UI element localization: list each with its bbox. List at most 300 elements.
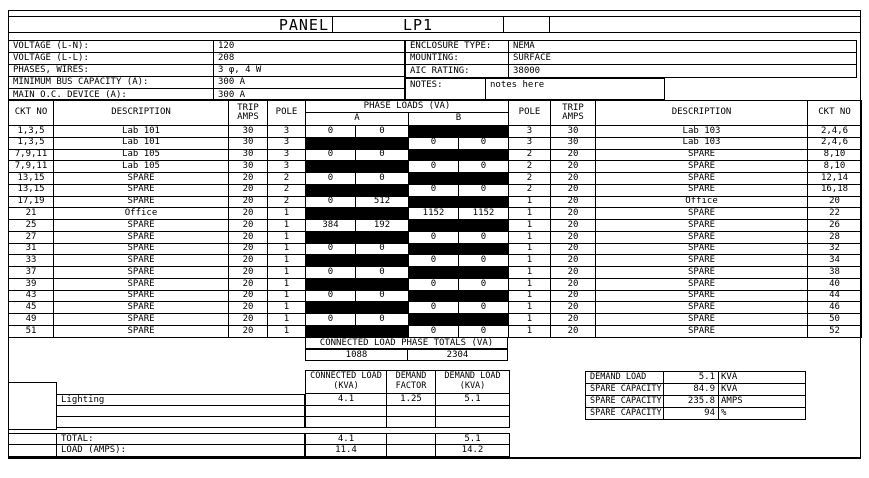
- pole-left-cell: 1: [268, 231, 306, 243]
- trip-amps-right-cell: 20: [551, 161, 596, 173]
- phase-a1-cell: [306, 231, 356, 243]
- phase-a2-cell: 0: [356, 173, 409, 185]
- trip-amps-left-cell: 30: [229, 161, 268, 173]
- phase-b2-cell: 0: [459, 184, 509, 196]
- phase-a1-cell: [306, 137, 356, 149]
- pole-left-cell: 3: [268, 137, 306, 149]
- demand-stub-cell: [8, 382, 57, 430]
- ckt-no-left-cell: 1,3,5: [9, 137, 54, 149]
- pole-right-cell: 1: [509, 196, 551, 208]
- ckt-no-right-cell: 8,10: [808, 161, 862, 173]
- trip-amps-right-cell: 20: [551, 290, 596, 302]
- category-name-cell: Lighting: [56, 394, 305, 406]
- info-label: ENCLOSURE TYPE:: [406, 41, 508, 53]
- ckt-no-left-cell: 13,15: [9, 184, 54, 196]
- phase-b1-cell: 0: [409, 302, 459, 314]
- phase-b1-cell: 0: [409, 161, 459, 173]
- ckt-no-right-cell: 52: [808, 326, 862, 338]
- breaker-row: [9, 290, 862, 302]
- breaker-row: [9, 326, 862, 338]
- notes-value: notes here: [485, 79, 665, 91]
- info-value: 38000: [508, 65, 856, 77]
- description-right-cell: SPARE: [596, 267, 808, 279]
- header-description-left: DESCRIPTION: [54, 101, 229, 126]
- phase-a1-cell: 0: [306, 149, 356, 161]
- panel-name: LP1: [332, 17, 504, 33]
- description-right-cell: SPARE: [596, 161, 808, 173]
- pole-left-cell: 3: [268, 126, 306, 138]
- phase-b2-cell: [459, 149, 509, 161]
- ckt-no-right-cell: 26: [808, 220, 862, 232]
- pole-right-cell: 2: [509, 149, 551, 161]
- trip-amps-right-cell: 20: [551, 220, 596, 232]
- phase-b2-cell: [459, 267, 509, 279]
- pole-left-cell: 2: [268, 173, 306, 185]
- info-value: 208: [213, 53, 404, 65]
- breaker-row: [9, 278, 862, 290]
- description-right-cell: SPARE: [596, 184, 808, 196]
- description-left-cell: SPARE: [54, 267, 229, 279]
- phase-b2-cell: 0: [459, 137, 509, 149]
- trip-amps-left-cell: 20: [229, 290, 268, 302]
- trip-amps-left-cell: 20: [229, 208, 268, 220]
- pole-left-cell: 1: [268, 243, 306, 255]
- ckt-no-right-cell: 12,14: [808, 173, 862, 185]
- pole-right-cell: 1: [509, 267, 551, 279]
- phase-a2-cell: 0: [356, 314, 409, 326]
- breaker-table-wrap: [8, 100, 861, 338]
- summary-unit: AMPS: [718, 395, 806, 408]
- trip-amps-right-cell: 30: [551, 126, 596, 138]
- description-left-cell: SPARE: [54, 314, 229, 326]
- info-label: MAIN O.C. DEVICE (A):: [13, 89, 127, 100]
- breaker-row: [9, 255, 862, 267]
- summary-value: 84.9: [663, 383, 719, 396]
- breaker-row: [9, 196, 862, 208]
- description-left-cell: Lab 101: [54, 137, 229, 149]
- phase-a1-cell: 384: [306, 220, 356, 232]
- header-connected-load-kva: CONNECTED LOAD (KVA): [305, 370, 387, 394]
- phase-a1-cell: 0: [306, 267, 356, 279]
- breaker-row: [9, 184, 862, 196]
- phase-a1-cell: 0: [306, 243, 356, 255]
- phase-b1-cell: [409, 149, 459, 161]
- phase-b2-cell: [459, 220, 509, 232]
- pole-left-cell: 1: [268, 302, 306, 314]
- empty-value-cell: [305, 416, 387, 428]
- phase-a2-cell: [356, 184, 409, 196]
- trip-amps-right-cell: 20: [551, 231, 596, 243]
- phase-a1-cell: [306, 208, 356, 220]
- trip-amps-right-cell: 20: [551, 196, 596, 208]
- description-right-cell: SPARE: [596, 314, 808, 326]
- header-trip-amps-text: TRIP AMPS: [237, 102, 259, 122]
- summary-value: 5.1: [663, 371, 719, 384]
- phase-a2-cell: 0: [356, 290, 409, 302]
- description-left-cell: SPARE: [54, 326, 229, 338]
- notes-divider: [485, 91, 486, 100]
- phase-b2-cell: 0: [459, 161, 509, 173]
- total-connected-cell: 4.1: [305, 433, 387, 445]
- amps-demand-cell: 14.2: [435, 444, 510, 457]
- trip-amps-left-cell: 20: [229, 220, 268, 232]
- pole-left-cell: 1: [268, 278, 306, 290]
- phase-b1-cell: [409, 290, 459, 302]
- phase-a-total: 1088: [305, 349, 408, 361]
- description-right-cell: Lab 103: [596, 126, 808, 138]
- phase-a1-cell: [306, 278, 356, 290]
- summary-value: 235.8: [663, 395, 719, 408]
- phase-b1-cell: 0: [409, 137, 459, 149]
- breaker-row: [9, 137, 862, 149]
- ckt-no-right-cell: 44: [808, 290, 862, 302]
- phase-b2-cell: 0: [459, 255, 509, 267]
- breaker-row: [9, 149, 862, 161]
- phase-b1-cell: [409, 243, 459, 255]
- ckt-no-right-cell: 2,4,6: [808, 137, 862, 149]
- trip-amps-right-cell: 20: [551, 184, 596, 196]
- empty-value-cell: [386, 416, 436, 428]
- phase-b2-cell: [459, 290, 509, 302]
- empty-category-cell: [56, 416, 305, 428]
- info-label: AIC RATING:: [410, 65, 470, 76]
- phase-a2-cell: [356, 161, 409, 173]
- trip-amps-left-cell: 30: [229, 149, 268, 161]
- ckt-no-right-cell: 50: [808, 314, 862, 326]
- trip-amps-left-cell: 30: [229, 126, 268, 138]
- description-left-cell: Lab 105: [54, 161, 229, 173]
- header-trip-amps-left: [229, 101, 268, 126]
- info-right-block: [405, 40, 857, 78]
- amps-factor-cell: [386, 444, 436, 457]
- phase-a1-cell: 0: [306, 314, 356, 326]
- phase-a2-cell: [356, 302, 409, 314]
- header-pole-right: POLE: [509, 101, 551, 126]
- amps-connected-cell: 11.4: [305, 444, 387, 457]
- amps-label-cell: LOAD (AMPS):: [56, 444, 305, 457]
- summary-label: SPARE CAPACITY: [585, 383, 664, 396]
- phase-a2-cell: 0: [356, 126, 409, 138]
- description-left-cell: SPARE: [54, 243, 229, 255]
- phase-b-total: 2304: [407, 349, 508, 361]
- breaker-row: [9, 161, 862, 173]
- ckt-no-right-cell: 46: [808, 302, 862, 314]
- phase-a1-cell: 0: [306, 196, 356, 208]
- trip-amps-right-cell: 20: [551, 278, 596, 290]
- summary-value: 94: [663, 407, 719, 420]
- header-ckt-no-left: CKT NO: [9, 101, 54, 126]
- pole-right-cell: 1: [509, 243, 551, 255]
- summary-unit: %: [718, 407, 806, 420]
- pole-right-cell: 1: [509, 290, 551, 302]
- ckt-no-right-cell: 2,4,6: [808, 126, 862, 138]
- description-right-cell: SPARE: [596, 255, 808, 267]
- pole-right-cell: 2: [509, 184, 551, 196]
- trip-amps-right-cell: 20: [551, 243, 596, 255]
- info-value: 3 φ, 4 W: [213, 65, 404, 77]
- pole-right-cell: 2: [509, 161, 551, 173]
- description-left-cell: SPARE: [54, 220, 229, 232]
- pole-right-cell: 3: [509, 137, 551, 149]
- description-left-cell: SPARE: [54, 255, 229, 267]
- info-label: VOLTAGE (L-N):: [9, 41, 213, 53]
- description-left-cell: SPARE: [54, 231, 229, 243]
- trip-amps-left-cell: 30: [229, 137, 268, 149]
- ckt-no-left-cell: 1,3,5: [9, 126, 54, 138]
- phase-a2-cell: 0: [356, 267, 409, 279]
- description-right-cell: SPARE: [596, 173, 808, 185]
- ckt-no-left-cell: 43: [9, 290, 54, 302]
- trip-amps-left-cell: 20: [229, 243, 268, 255]
- description-right-cell: SPARE: [596, 243, 808, 255]
- description-left-cell: SPARE: [54, 278, 229, 290]
- ckt-no-left-cell: 25: [9, 220, 54, 232]
- phase-a2-cell: [356, 208, 409, 220]
- amps-stub-cell: [8, 444, 57, 457]
- description-left-cell: SPARE: [54, 173, 229, 185]
- header-phase-a: A: [306, 113, 409, 126]
- summary-box: [585, 371, 806, 422]
- trip-amps-left-cell: 20: [229, 326, 268, 338]
- ckt-no-left-cell: 27: [9, 231, 54, 243]
- description-left-cell: Office: [54, 208, 229, 220]
- header-pole-left: POLE: [268, 101, 306, 126]
- description-right-cell: SPARE: [596, 208, 808, 220]
- pole-left-cell: 1: [268, 255, 306, 267]
- total-label-cell: TOTAL:: [56, 433, 305, 445]
- breaker-row: [9, 243, 862, 255]
- trip-amps-right-cell: 20: [551, 255, 596, 267]
- phase-b2-cell: [459, 314, 509, 326]
- phase-b1-cell: [409, 126, 459, 138]
- title-row: [8, 17, 861, 33]
- trip-amps-left-cell: 20: [229, 267, 268, 279]
- info-value: SURFACE: [508, 53, 856, 65]
- trip-amps-left-cell: 20: [229, 278, 268, 290]
- ckt-no-left-cell: 21: [9, 208, 54, 220]
- category-connected-cell: 4.1: [305, 393, 387, 406]
- ckt-no-right-cell: 28: [808, 231, 862, 243]
- trip-amps-right-cell: 20: [551, 149, 596, 161]
- top-strip: [8, 10, 861, 17]
- ckt-no-left-cell: 51: [9, 326, 54, 338]
- title-divider: [549, 17, 550, 33]
- description-left-cell: Lab 105: [54, 149, 229, 161]
- pole-left-cell: 2: [268, 196, 306, 208]
- phase-a1-cell: [306, 302, 356, 314]
- notes-label: NOTES:: [410, 79, 443, 90]
- empty-value-cell: [435, 416, 510, 428]
- trip-amps-left-cell: 20: [229, 173, 268, 185]
- ckt-no-right-cell: 32: [808, 243, 862, 255]
- pole-right-cell: 1: [509, 231, 551, 243]
- description-left-cell: SPARE: [54, 290, 229, 302]
- ckt-no-right-cell: 34: [808, 255, 862, 267]
- pole-right-cell: 1: [509, 208, 551, 220]
- summary-unit: KVA: [718, 371, 806, 384]
- phase-b2-cell: 0: [459, 302, 509, 314]
- panel-title-label: PANEL: [278, 17, 329, 33]
- pole-right-cell: 1: [509, 302, 551, 314]
- ckt-no-left-cell: 31: [9, 243, 54, 255]
- phase-b2-cell: 0: [459, 278, 509, 290]
- header-demand-load-kva: DEMAND LOAD (KVA): [435, 370, 510, 394]
- description-right-cell: SPARE: [596, 220, 808, 232]
- info-value: 300 A: [213, 89, 404, 101]
- phase-b1-cell: [409, 267, 459, 279]
- phase-a1-cell: [306, 184, 356, 196]
- breaker-row: [9, 314, 862, 326]
- info-value: 300 A: [213, 77, 404, 89]
- phase-a2-cell: [356, 137, 409, 149]
- ckt-no-right-cell: 40: [808, 278, 862, 290]
- phase-a1-cell: [306, 326, 356, 338]
- ckt-no-left-cell: 37: [9, 267, 54, 279]
- description-right-cell: SPARE: [596, 326, 808, 338]
- pole-right-cell: 1: [509, 278, 551, 290]
- header-ckt-no-right: CKT NO: [808, 101, 862, 126]
- phase-a2-cell: [356, 326, 409, 338]
- phase-a2-cell: 0: [356, 149, 409, 161]
- description-right-cell: Lab 103: [596, 137, 808, 149]
- phase-b1-cell: [409, 314, 459, 326]
- ckt-no-left-cell: 13,15: [9, 173, 54, 185]
- phase-a2-cell: [356, 255, 409, 267]
- ckt-no-right-cell: 22: [808, 208, 862, 220]
- description-right-cell: SPARE: [596, 231, 808, 243]
- pole-right-cell: 1: [509, 326, 551, 338]
- phase-a1-cell: [306, 161, 356, 173]
- trip-amps-left-cell: 20: [229, 255, 268, 267]
- ckt-no-right-cell: 16,18: [808, 184, 862, 196]
- trip-amps-right-cell: 30: [551, 137, 596, 149]
- description-left-cell: SPARE: [54, 196, 229, 208]
- info-label: VOLTAGE (L-L):: [9, 53, 213, 65]
- trip-amps-right-cell: 20: [551, 267, 596, 279]
- description-right-cell: SPARE: [596, 290, 808, 302]
- phase-b1-cell: 0: [409, 326, 459, 338]
- summary-unit: KVA: [718, 383, 806, 396]
- trip-amps-right-cell: 20: [551, 326, 596, 338]
- notes-row: [405, 78, 665, 100]
- pole-left-cell: 2: [268, 184, 306, 196]
- trip-amps-left-cell: 20: [229, 314, 268, 326]
- phase-totals-label: CONNECTED LOAD PHASE TOTALS (VA): [305, 337, 508, 349]
- header-phase-b: B: [409, 113, 509, 126]
- summary-label: SPARE CAPACITY: [585, 395, 664, 408]
- trip-amps-right-cell: 20: [551, 173, 596, 185]
- phase-a1-cell: [306, 255, 356, 267]
- description-left-cell: SPARE: [54, 184, 229, 196]
- breaker-row: [9, 208, 862, 220]
- header-description-right: DESCRIPTION: [596, 101, 808, 126]
- ckt-no-left-cell: 7,9,11: [9, 149, 54, 161]
- trip-amps-right-cell: 20: [551, 208, 596, 220]
- total-demand-cell: 5.1: [435, 433, 510, 445]
- ckt-no-left-cell: 33: [9, 255, 54, 267]
- header-phase-loads: PHASE LOADS (VA): [306, 101, 509, 113]
- phase-b1-cell: [409, 173, 459, 185]
- ckt-no-right-cell: 8,10: [808, 149, 862, 161]
- summary-label: DEMAND LOAD: [585, 371, 664, 384]
- breaker-row: [9, 267, 862, 279]
- breaker-row: [9, 231, 862, 243]
- info-left-block: [8, 40, 405, 100]
- phase-b1-cell: 0: [409, 184, 459, 196]
- phase-b2-cell: [459, 243, 509, 255]
- info-label: MOUNTING:: [406, 53, 508, 65]
- ckt-no-left-cell: 49: [9, 314, 54, 326]
- pole-right-cell: 1: [509, 314, 551, 326]
- ckt-no-right-cell: 20: [808, 196, 862, 208]
- trip-amps-right-cell: 20: [551, 314, 596, 326]
- phase-b1-cell: [409, 196, 459, 208]
- header-trip-amps-right: [551, 101, 596, 126]
- pole-right-cell: 1: [509, 220, 551, 232]
- phase-b2-cell: 1152: [459, 208, 509, 220]
- header-trip-amps-text: TRIP AMPS: [562, 102, 584, 122]
- ckt-no-left-cell: 45: [9, 302, 54, 314]
- phase-a2-cell: 0: [356, 243, 409, 255]
- phase-b1-cell: [409, 220, 459, 232]
- pole-left-cell: 1: [268, 220, 306, 232]
- trip-amps-left-cell: 20: [229, 184, 268, 196]
- description-right-cell: SPARE: [596, 149, 808, 161]
- info-label: PHASES, WIRES:: [9, 65, 213, 77]
- pole-left-cell: 1: [268, 290, 306, 302]
- phase-a1-cell: 0: [306, 126, 356, 138]
- pole-right-cell: 1: [509, 255, 551, 267]
- breaker-row: [9, 302, 862, 314]
- info-label: MINIMUM BUS CAPACITY (A):: [9, 77, 213, 89]
- category-factor-cell: 1.25: [386, 393, 436, 406]
- pole-left-cell: 1: [268, 326, 306, 338]
- header-demand-factor: DEMAND FACTOR: [386, 370, 436, 394]
- phase-b1-cell: 0: [409, 255, 459, 267]
- trip-amps-left-cell: 20: [229, 196, 268, 208]
- phase-a1-cell: 0: [306, 173, 356, 185]
- phase-a2-cell: 512: [356, 196, 409, 208]
- ckt-no-left-cell: 17,19: [9, 196, 54, 208]
- info-value: 120: [213, 41, 404, 53]
- breaker-row: [9, 173, 862, 185]
- category-demand-cell: 5.1: [435, 393, 510, 406]
- phase-b2-cell: [459, 126, 509, 138]
- ckt-no-left-cell: 7,9,11: [9, 161, 54, 173]
- pole-right-cell: 3: [509, 126, 551, 138]
- description-left-cell: Lab 101: [54, 126, 229, 138]
- phase-b2-cell: [459, 173, 509, 185]
- description-right-cell: SPARE: [596, 302, 808, 314]
- phase-b2-cell: [459, 196, 509, 208]
- breaker-row: [9, 220, 862, 232]
- phase-b1-cell: 0: [409, 278, 459, 290]
- pole-left-cell: 3: [268, 161, 306, 173]
- ckt-no-right-cell: 38: [808, 267, 862, 279]
- description-left-cell: SPARE: [54, 302, 229, 314]
- phase-a2-cell: [356, 231, 409, 243]
- info-value: NEMA: [508, 41, 856, 53]
- description-right-cell: Office: [596, 196, 808, 208]
- pole-right-cell: 2: [509, 173, 551, 185]
- breaker-table: [8, 100, 862, 338]
- phase-b2-cell: 0: [459, 231, 509, 243]
- phase-a2-cell: 192: [356, 220, 409, 232]
- description-right-cell: SPARE: [596, 278, 808, 290]
- breaker-row: [9, 126, 862, 138]
- phase-b2-cell: 0: [459, 326, 509, 338]
- trip-amps-right-cell: 20: [551, 302, 596, 314]
